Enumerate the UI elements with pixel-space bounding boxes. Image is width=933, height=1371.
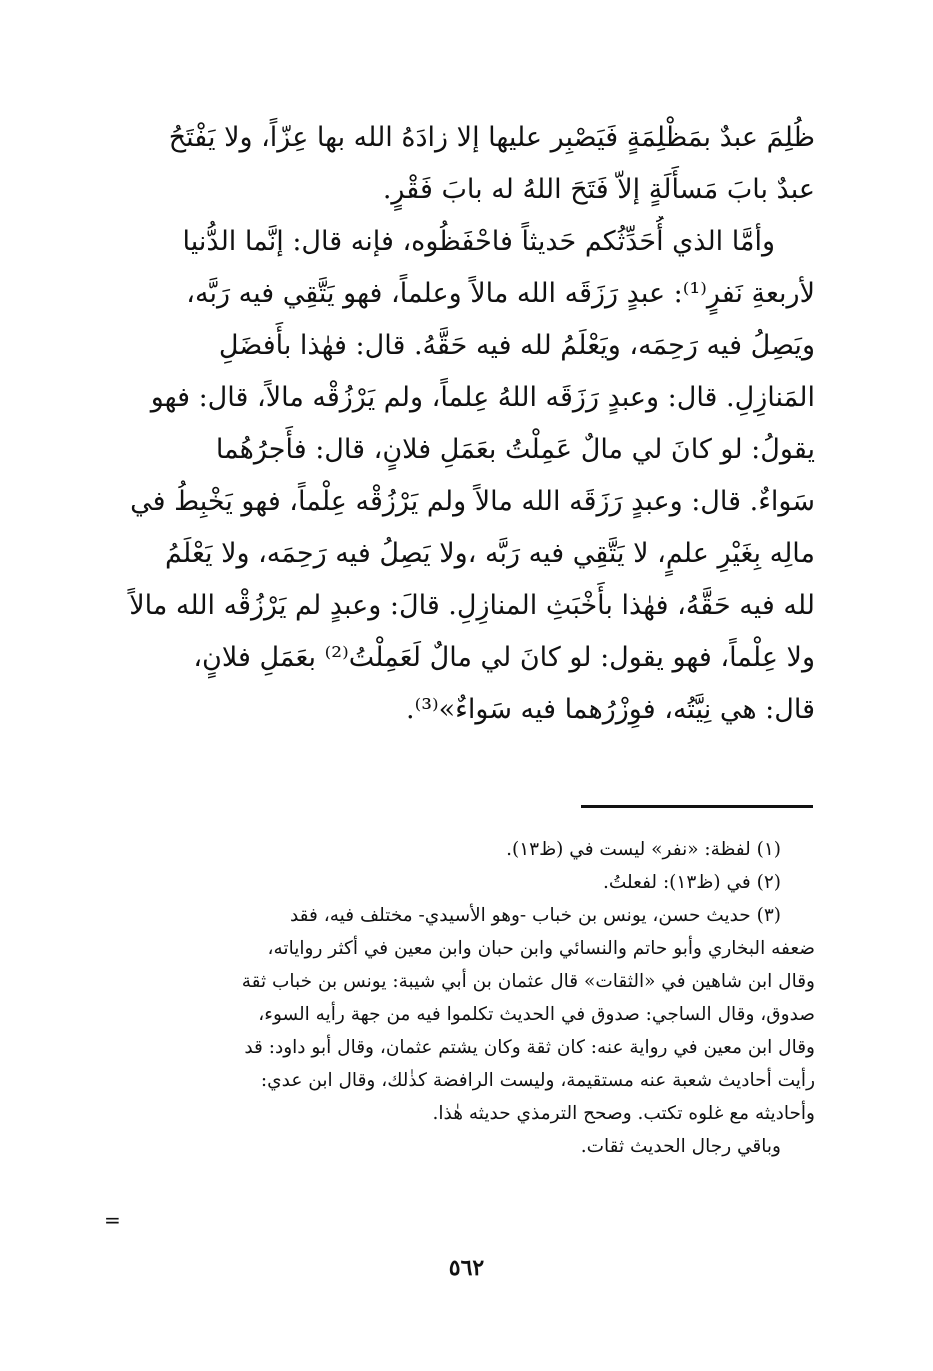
footnote-line: وقال ابن شاهين في «الثقات» قال عثمان بن أبي شيبة: يونس بن خباب ثقة	[241, 971, 815, 992]
text-line: لأربعةِ نَفرٍ⁽¹⁾: عبدٍ رَزَقَه الله مالاً وعلماً، فهو يَتَّقِي فيه رَبَّه،	[186, 278, 815, 309]
text-line: قال: هي نِيَّتُه، فوِزْرُهما فيه سَواءٌ»⁽³⁾.	[405, 694, 815, 725]
text-line: ولا عِلْماً، فهو يقول: لو كانَ لي مالٌ لَعَمِلْتُ⁽²⁾ بعَمَلِ فلانٍ،	[193, 642, 815, 673]
continuation-mark: =	[104, 1208, 121, 1232]
footnote-line: وقال ابن معين في رواية عنه: كان ثقة وكان يشتم عثمان، وقال أبو داود: قد	[244, 1037, 815, 1058]
text-line: ظُلِمَ عبدٌ بمَظْلِمَةٍ فَيَصْبِر عليها إلا زادَهُ الله بها عِزّاً، ولا يَفْتَحُ	[168, 122, 815, 153]
footnote-line: صدوق، وقال الساجي: صدوق في الحديث تكلموا فيه من جهة رأيه السوء،	[258, 1004, 815, 1025]
footnote-2: (٢) في (ظ١٣): لفعلتُ.	[602, 872, 781, 893]
footnote-line: رأيت أحاديث شعبة عنه مستقيمة، وليست الرافضة كذٰلك، وقال ابن عدي:	[260, 1070, 815, 1091]
footnote-3	[115, 899, 815, 1163]
text-line: ويَصِلُ فيه رَحِمَه، ويَعْلَمُ لله فيه حَقَّهُ. قال: فهٰذا بأَفضَلِ	[218, 330, 815, 361]
footnote-line: وباقي رجال الحديث ثقات.	[580, 1136, 781, 1157]
footnote-line: (٣) حديث حسن، يونس بن خباب -وهو الأسيدي- مختلف فيه، فقد	[289, 905, 781, 926]
footnotes	[115, 833, 815, 1163]
footnote-line: ضعفه البخاري وأبو حاتم والنسائي وابن حبان وابن معين في أكثر رواياته،	[267, 938, 815, 959]
text-line: المَنازِلِ. قال: وعبدٍ رَزَقَه اللهُ عِلماً، ولم يَرْزُقْه مالاً، قال: فهو	[150, 382, 815, 413]
text-line: سَواءٌ. قال: وعبدٍ رَزَقَه الله مالاً ولم يَرْزُقْه عِلْماً، فهو يَخْبِطُ في	[130, 486, 815, 517]
text-line: عبدٌ بابَ مَسأَلَةٍ إلاّ فَتَحَ اللهُ له بابَ فَقْرٍ.	[382, 174, 815, 205]
text-line: يقولُ: لو كانَ لي مالٌ عَمِلْتُ بعَمَلِ فلانٍ، قال: فأَجرُهُما	[215, 434, 815, 465]
footnote-line: وأحاديثه مع غلوه تكتب. وصحح الترمذي حديثه هٰذا.	[432, 1103, 815, 1124]
text-line: وأمَّا الذي أُحَدِّثُكم حَديثاً فاحْفَظُوه، فإنه قال: إنَّما الدُّنيا	[182, 226, 775, 257]
footnote-1: (١) لفظة: «نفر» ليست في (ظ١٣).	[506, 839, 781, 860]
paragraph-1	[115, 112, 815, 216]
text-line: لله فيه حَقَّهُ، فهٰذا بأَخْبَثِ المنازِلِ. قالَ: وعبدٍ لم يَرْزُقْه الله مالاً	[129, 590, 815, 621]
page-number: ٥٦٢	[448, 1255, 485, 1281]
paragraph-2	[115, 216, 815, 736]
main-text	[115, 112, 815, 736]
text-line: مالِه بِغَيْرِ علمٍ، لا يَتَّقِي فيه رَبَّه ،ولا يَصِلُ فيه رَحِمَه، ولا يَعْلَمُ	[165, 538, 815, 569]
footnote-divider	[581, 805, 813, 808]
